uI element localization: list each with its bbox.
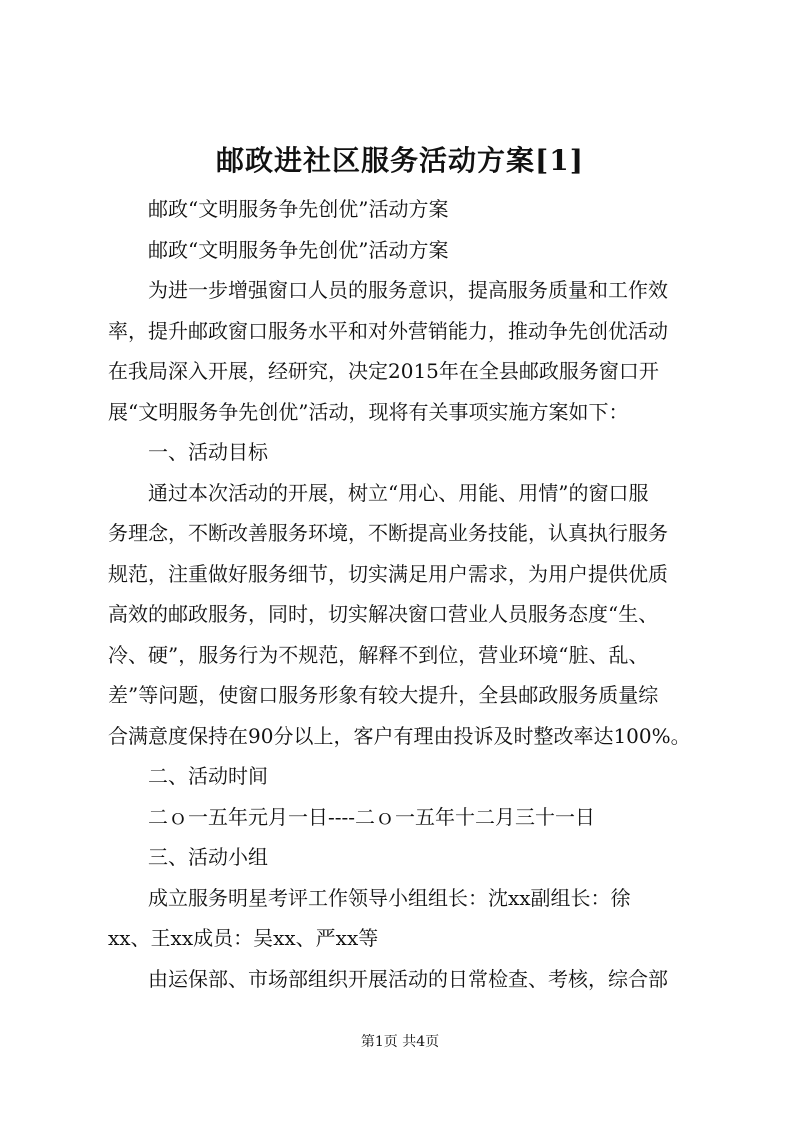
paragraph-line: 合满意度保持在90分以上，客户有理由投诉及时整改率达100%。: [108, 723, 691, 748]
paragraph-line: 规范，注重做好服务细节，切实满足用户需求，为用户提供优质: [108, 561, 668, 586]
section-heading: 一、活动目标: [148, 440, 268, 464]
paragraph-line: 冷、硬”，服务行为不规范，解释不到位，营业环境“脏、乱、: [108, 642, 649, 667]
paragraph-line: 二ｏ一五年元月一日----二ｏ一五年十二月三十一日: [148, 804, 596, 829]
paragraph-line: 由运保部、市场部组织开展活动的日常检查、考核，综合部: [148, 966, 668, 991]
paragraph-line: 差”等问题，使窗口服务形象有较大提升，全县邮政服务质量综: [108, 683, 659, 707]
page-number-footer: 第1页 共4页: [360, 1034, 440, 1050]
paragraph-line: 通过本次活动的开展，树立“用心、用能、用情”的窗口服: [148, 480, 649, 505]
paragraph-line: 高效的邮政服务，同时，切实解决窗口营业人员服务态度“生、: [108, 602, 659, 626]
subtitle-line: 邮政“文明服务争先创优”活动方案: [148, 237, 449, 262]
section-heading: 二、活动时间: [148, 764, 268, 788]
paragraph-line: 率，提升邮政窗口服务水平和对外营销能力，推动争先创优活动: [108, 318, 668, 343]
paragraph-line: 成立服务明星考评工作领导小组组长：沈xx副组长：徐: [148, 885, 631, 910]
subtitle-line: 邮政“文明服务争先创优”活动方案: [148, 197, 449, 221]
section-heading: 三、活动小组: [148, 845, 268, 869]
paragraph-line: 务理念，不断改善服务环境，不断提高业务技能，认真执行服务: [108, 521, 668, 545]
document-title: 邮政进社区服务活动方案[1]: [216, 144, 584, 177]
paragraph-line: xx、王xx成员：吴xx、严xx等: [108, 926, 379, 950]
paragraph-line: 为进一步增强窗口人员的服务意识，提高服务质量和工作效: [148, 278, 668, 302]
paragraph-line: 在我局深入开展，经研究，决定2015年在全县邮政服务窗口开: [108, 359, 659, 383]
document-body: [108, 189, 698, 999]
paragraph-line: 展“文明服务争先创优”活动，现将有关事项实施方案如下：: [108, 399, 629, 424]
